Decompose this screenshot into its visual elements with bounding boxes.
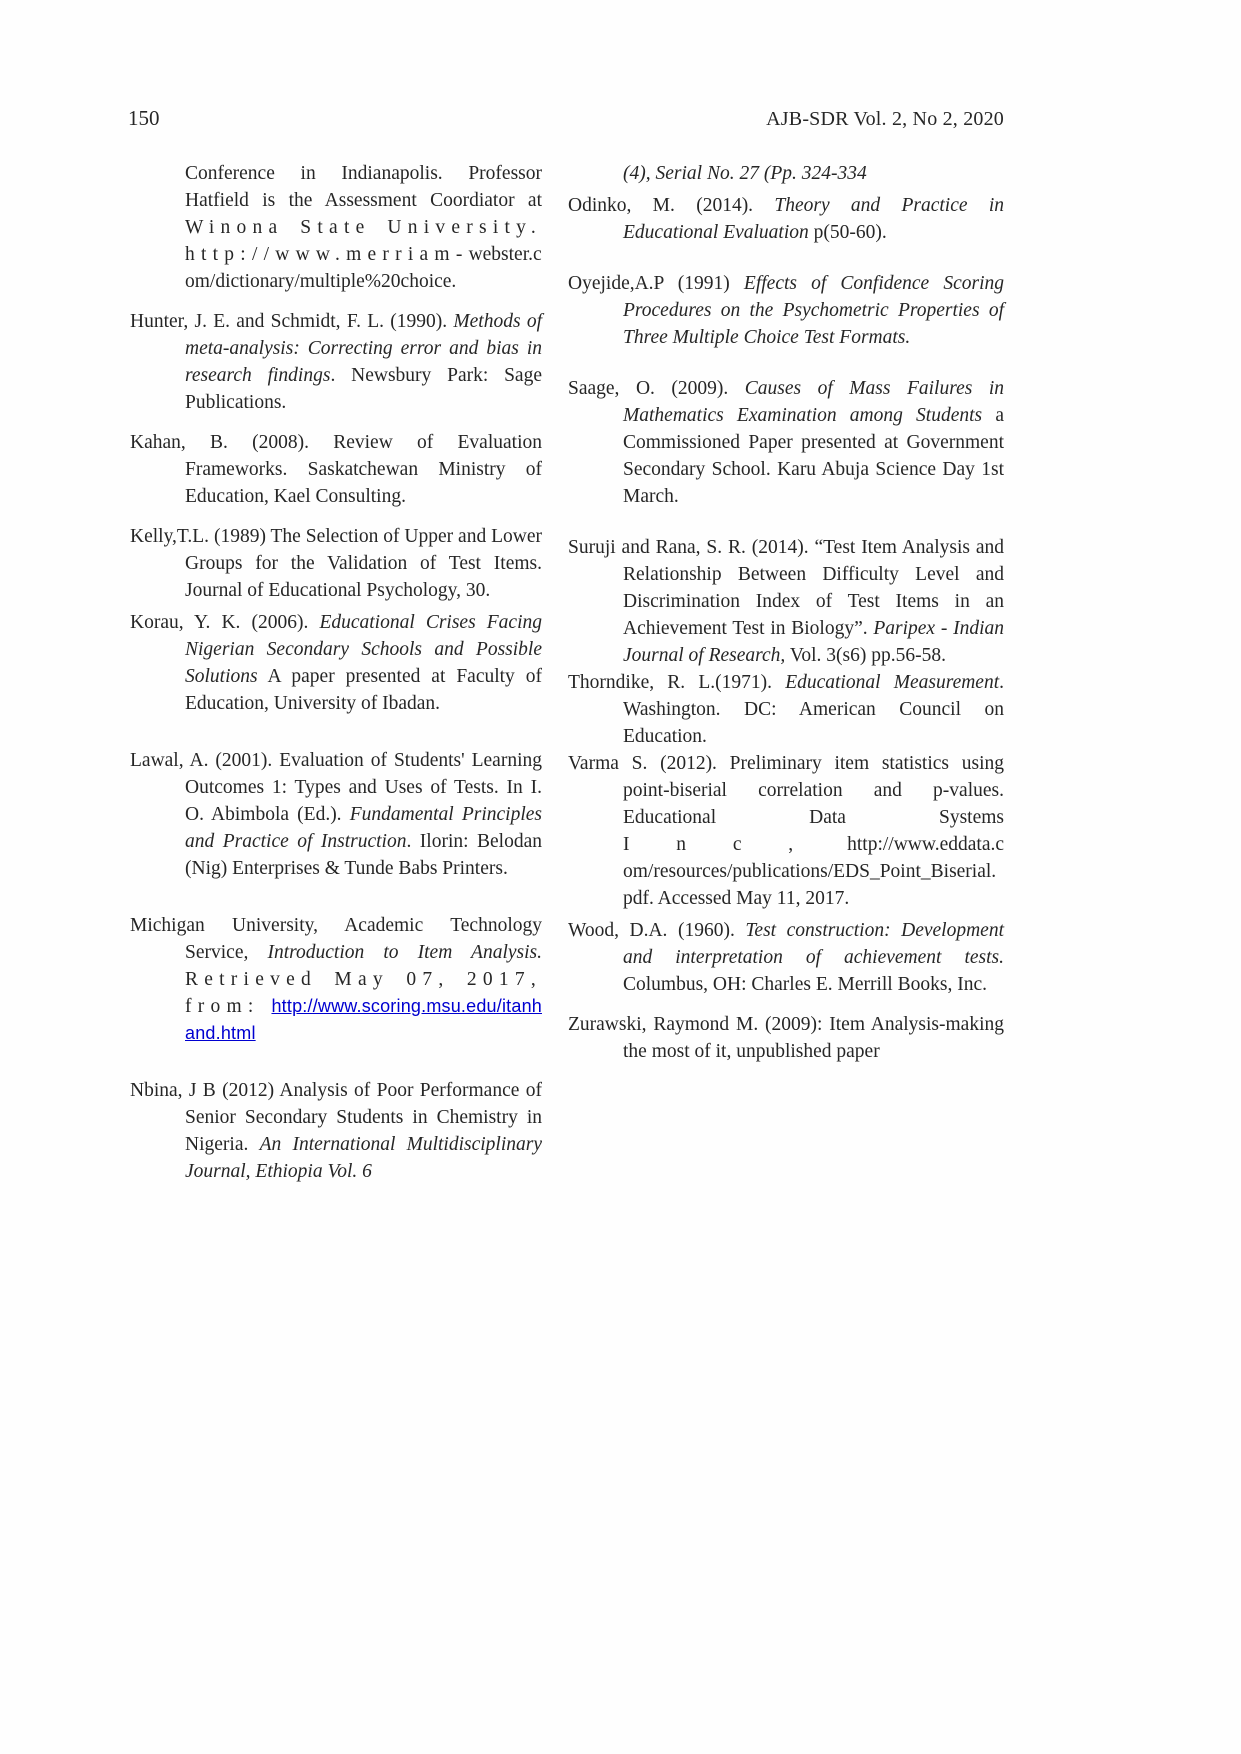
reference-odinko-2014 (568, 192, 1004, 246)
reference-text-segment: Saage, O. (2009). (568, 378, 745, 399)
reference-continued-reference-serial (568, 160, 1004, 187)
reference-text-segment: . Newsbury Park: Sage Publications. (185, 365, 542, 413)
reference-continued-reference (130, 160, 542, 295)
reference-text-segment: Theory and Practice in Educational Evaluation (623, 195, 1005, 243)
reference-text-segment: Lawal, A. (2001). Evaluation of Students' Learning Outcomes 1: Types and Uses of Tests. In I. O. Abimbola (Ed.). (130, 750, 542, 825)
reference-text-segment: Wood, D.A. (1960). (568, 920, 746, 941)
reference-varma-2012 (568, 750, 1004, 912)
page-header (128, 106, 1004, 131)
reference-hyperlink[interactable]: http://www.scoring.msu.edu/itanhand.html (185, 996, 542, 1043)
reference-text-segment: Retrieved May 07, 2017, from: (185, 969, 542, 1017)
reference-text-segment: Zurawski, Raymond M. (2009): Item Analysis-making the most of it, unpublished paper (568, 1014, 1004, 1062)
page-number: 150 (128, 106, 160, 130)
reference-text-segment: Winona State University. http://www.merriam- (185, 217, 542, 265)
reference-text-segment: Inc, (623, 834, 840, 855)
reference-text-segment: Varma S. (2012). Preliminary item statistics using point-biserial correlation and p-values. Educational Data Systems (568, 753, 1004, 828)
reference-zurawski-2009 (568, 1011, 1004, 1065)
reference-text-segment: Accessed May 11, 2017. (653, 888, 850, 909)
reference-kelly-1989 (130, 523, 542, 604)
reference-text-segment: http://www.eddata.com/resources/publications/EDS_Point_Biserial.pdf. (623, 834, 1004, 909)
reference-hunter-1990 (130, 308, 542, 416)
reference-thorndike-1971 (568, 669, 1004, 750)
reference-text-segment: p(50-60). (808, 222, 887, 243)
reference-text-segment: Michigan University, Academic Technology Service (130, 915, 542, 963)
reference-text-segment: Odinko, M. (2014). (568, 195, 775, 216)
reference-kahan-2008 (130, 429, 542, 510)
reference-text-segment: Paripex - Indian Journal of Research, (623, 618, 1004, 666)
reference-text-segment: Kelly,T.L. (1989) The Selection of Upper and Lower Groups for the Validation of Test Items. Journal of Educational Psychology, 30. (130, 526, 542, 601)
reference-text-segment: Oyejide,A.P (1991) (568, 273, 744, 294)
reference-text-segment: Fundamental Principles and Practice of Instruction (185, 804, 542, 852)
reference-oyejide-1991 (568, 270, 1004, 351)
reference-text-segment: Test construction: Development and interpretation of achievement tests. (623, 920, 1004, 968)
reference-nbina-2012 (130, 1077, 542, 1185)
reference-text-segment: . Ilorin: Belodan (Nig) Enterprises & Tunde Babs Printers. (185, 831, 542, 879)
reference-text-segment: Suruji and Rana, S. R. (2014). “Test Item Analysis and Relationship Between Difficulty Level and Discrimination Index of Test Items in an Achievement Test in Biology”. (568, 537, 1004, 639)
reference-text-segment: Educational Crises Facing Nigerian Secondary Schools and Possible Solutions (185, 612, 542, 687)
references-right-column (568, 160, 1004, 1065)
reference-suruji-rana-2014 (568, 534, 1004, 669)
reference-text-segment: (4), Serial No. 27 (Pp. 324-334 (623, 163, 867, 184)
reference-text-segment: webster.com/dictionary/multiple%20choice. (185, 244, 542, 292)
reference-text-segment: Methods of meta-analysis: Correcting error and bias in research findings (185, 311, 542, 386)
reference-text-segment: Vol. 3(s6) pp.56-58. (785, 645, 947, 666)
reference-text-segment: a Commissioned Paper presented at Government Secondary School. Karu Abuja Science Day 1st March. (623, 405, 1004, 507)
references-left-column (130, 160, 542, 1185)
reference-text-segment: Effects of Confidence Scoring Procedures on the Psychometric Properties of Three Multiple Choice Test Formats. (623, 273, 1004, 348)
reference-text-segment: Hunter, J. E. and Schmidt, F. L. (1990). (130, 311, 454, 332)
reference-text-segment: , Introduction to Item Analysis. (243, 942, 542, 963)
reference-text-segment: Causes of Mass Failures in Mathematics Examination among Students (623, 378, 1004, 426)
reference-korau-2006 (130, 609, 542, 717)
reference-text-segment (260, 996, 272, 1017)
reference-text-segment: Nbina, J B (2012) Analysis of Poor Performance of Senior Secondary Students in Chemistry in Nigeria. (130, 1080, 542, 1155)
reference-wood-1960 (568, 917, 1004, 998)
reference-text-segment: Conference in Indianapolis. Professor Hatfield is the Assessment Coordiator at (185, 163, 542, 211)
reference-text-segment: Educational Measurement (785, 672, 1000, 693)
reference-text-segment: Korau, Y. K. (2006). (130, 612, 320, 633)
reference-text-segment: Kahan, B. (2008). Review of Evaluation Frameworks. Saskatchewan Ministry of Education, Kael Consulting. (130, 432, 542, 507)
reference-text-segment: Thorndike, R. L.(1971). (568, 672, 786, 693)
reference-text-segment: A paper presented at Faculty of Education, University of Ibadan. (185, 666, 542, 714)
reference-text-segment: . Washington. DC: American Council on Education. (623, 672, 1004, 747)
reference-michigan-university (130, 912, 542, 1047)
journal-volume-header: AJB-SDR Vol. 2, No 2, 2020 (766, 108, 1004, 130)
reference-text-segment: An International Multidisciplinary Journal, Ethiopia Vol. 6 (185, 1134, 542, 1182)
reference-saage-2009 (568, 375, 1004, 510)
reference-lawal-2001 (130, 747, 542, 882)
reference-text-segment: Columbus, OH: Charles E. Merrill Books, Inc. (623, 974, 987, 995)
